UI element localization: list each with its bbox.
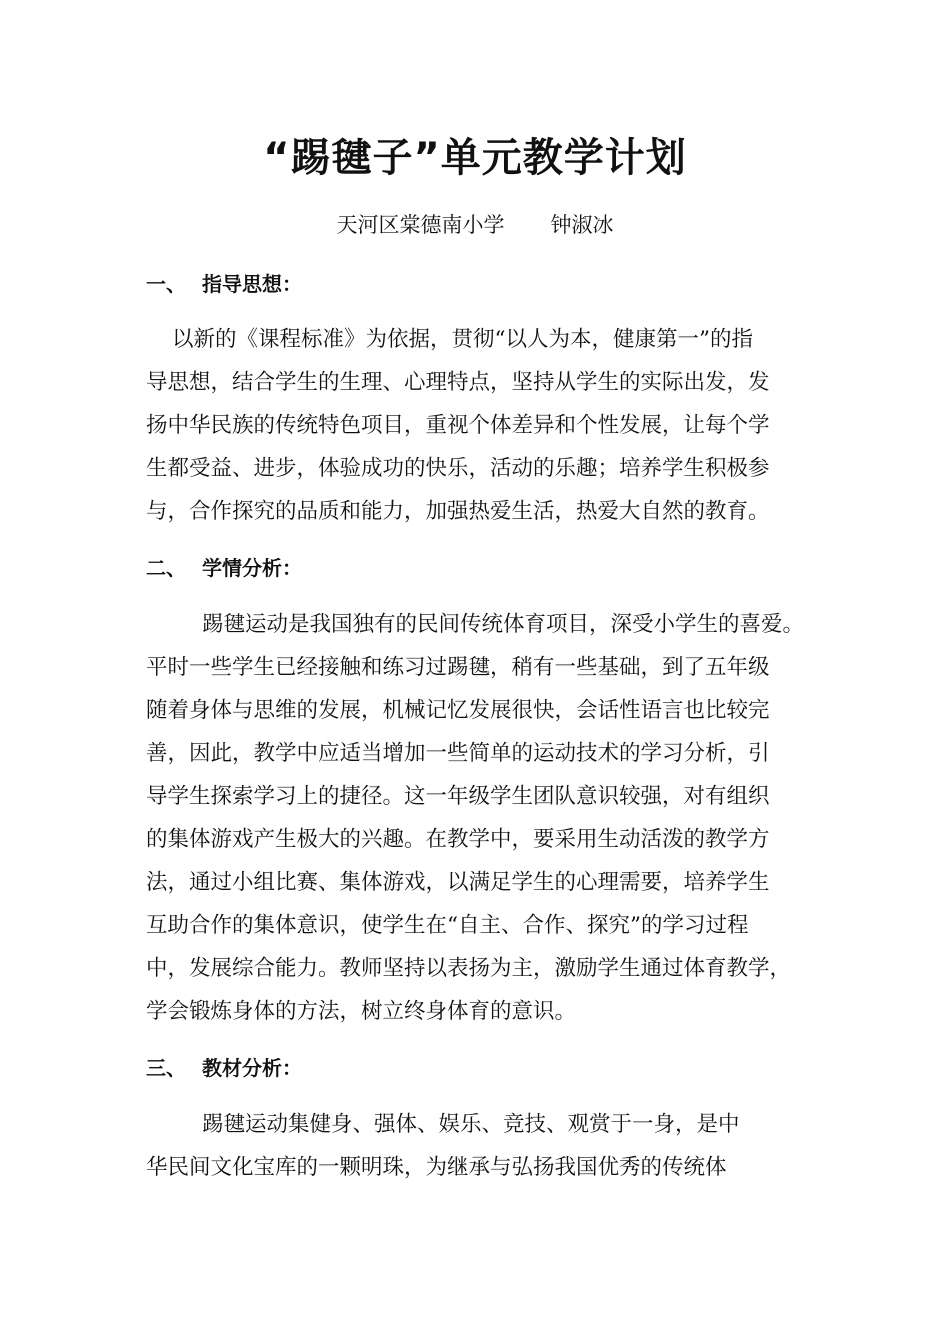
section-body-2 (146, 603, 826, 1033)
section-heading-2 (146, 553, 302, 583)
paragraph-line: 华民间文化宝库的一颗明珠，为继承与弘扬我国优秀的传统体 (146, 1155, 727, 1180)
section-title-2: 学情分析： (202, 556, 302, 580)
paragraph-line: 踢毽运动是我国独有的民间传统体育项目，深受小学生的喜爱。 (202, 612, 805, 637)
paragraph-line: 导学生探索学习上的捷径。这一年级学生团队意识较强，对有组织 (146, 784, 770, 809)
section-body-1 (146, 318, 826, 533)
paragraph-line: 随着身体与思维的发展，机械记忆发展很快，会话性语言也比较完 (146, 698, 770, 723)
paragraph-line: 导思想，结合学生的生理、心理特点，坚持从学生的实际出发，发 (146, 370, 770, 395)
school-name: 天河区棠德南小学 (336, 213, 505, 237)
paragraph-line: 学会锻炼身体的方法，树立终身体育的意识。 (146, 999, 577, 1024)
section-heading-3 (146, 1053, 302, 1083)
document-title: “踢毽子”单元教学计划 (263, 135, 687, 181)
section-number-1: 一、 (146, 272, 186, 296)
paragraph-line: 法，通过小组比赛、集体游戏，以满足学生的心理需要，培养学生 (146, 870, 770, 895)
paragraph-line: 扬中华民族的传统特色项目，重视个体差异和个性发展，让每个学 (146, 413, 770, 438)
section-heading-1 (146, 269, 302, 299)
section-number-3: 三、 (146, 1056, 186, 1080)
section-title-1: 指导思想： (202, 272, 302, 296)
paragraph-line: 善，因此，教学中应适当增加一些简单的运动技术的学习分析，引 (146, 741, 770, 766)
paragraph-line: 踢毽运动集健身、强体、娱乐、竞技、观赏于一身，是中 (202, 1112, 740, 1137)
paragraph-line: 互助合作的集体意识，使学生在“自主、合作、探究”的学习过程 (146, 913, 749, 938)
author-name: 钟淑冰 (550, 213, 614, 237)
section-title-3: 教材分析： (202, 1056, 302, 1080)
section-number-2: 二、 (146, 556, 186, 580)
section-body-3 (146, 1103, 826, 1189)
paragraph-line: 以新的《课程标准》为依据，贯彻“以人为本，健康第一”的指 (172, 327, 753, 352)
paragraph-line: 与，合作探究的品质和能力，加强热爱生活，热爱大自然的教育。 (146, 499, 770, 524)
paragraph-line: 中，发展综合能力。教师坚持以表扬为主，激励学生通过体育教学， (146, 956, 792, 981)
paragraph-line: 平时一些学生已经接触和练习过踢毽，稍有一些基础，到了五年级 (146, 655, 770, 680)
paragraph-line: 的集体游戏产生极大的兴趣。在教学中，要采用生动活泼的教学方 (146, 827, 770, 852)
paragraph-line: 生都受益、进步，体验成功的快乐，活动的乐趣；培养学生积极参 (146, 456, 770, 481)
byline (0, 210, 950, 240)
